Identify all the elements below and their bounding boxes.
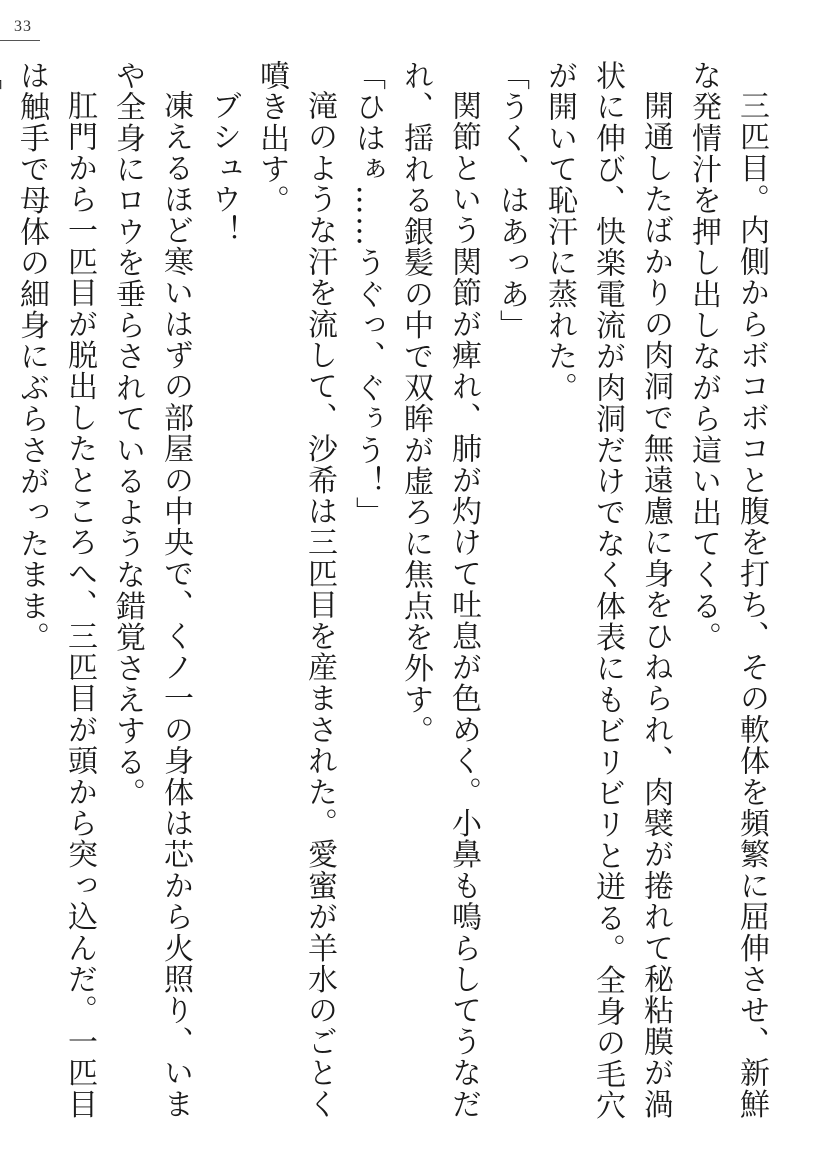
paragraph: 三匹目。内側からボコボコと腹を打ち、その軟体を頻繁に屈伸させ、新鮮な発情汁を押し出しながら這い出てくる。 (686, 60, 769, 1120)
page-number-rule (0, 40, 40, 41)
paragraph: 凍えるほど寒いはずの部屋の中央で、くノ一の身体は芯から火照り、いまや全身にロウを垂らされているような錯覚さえする。 (110, 60, 193, 1120)
paragraph: 滝のような汗を流して、沙希は三匹目を産まされた。愛蜜が羊水のごとく噴き出す。 (254, 60, 337, 1120)
paragraph: 関節という関節が痺れ、肺が灼けて吐息が色めく。小鼻も鳴らしてうなだれ、揺れる銀髪の中で双眸が虚ろに焦点を外す。 (398, 60, 481, 1120)
novel-text-block (14, 60, 775, 1130)
paragraph: 肛門から一匹目が脱出したところへ、三匹目が頭から突っ込んだ。一匹目は触手で母体の細身にぶらさがったまま。 (14, 60, 97, 1120)
paragraph: ブシュウ！ (206, 90, 241, 246)
page-number: 33 (14, 18, 32, 35)
paragraph: 開通したばかりの肉洞で無遠慮に身をひねられ、肉襞が捲れて秘粘膜が渦状に伸び、快楽電流が肉洞だけでなく体表にもビリビリと迸る。全身の毛穴が開いて恥汗に蒸れた。 (542, 60, 673, 1121)
paragraph (0, 60, 7, 1130)
paragraph: 「うく、はあっあ」 (494, 60, 529, 341)
paragraph: 「ひはぁ……うぐっ、ぐぅう！」 (350, 60, 385, 528)
